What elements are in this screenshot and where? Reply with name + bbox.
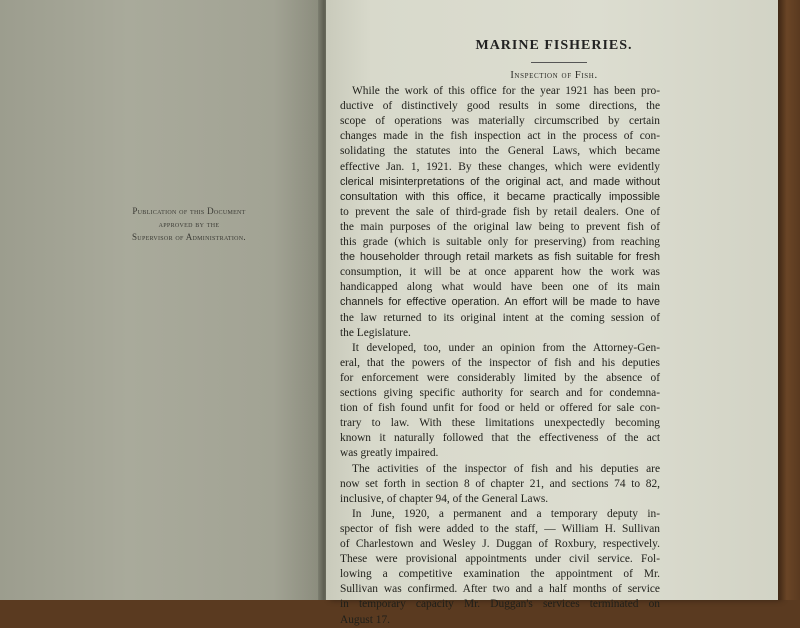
body-text-line: solidating the statutes into the General Laws, which became <box>340 145 660 158</box>
body-text-line: spector of fish were added to the staff, — William H. Sullivan <box>340 522 660 535</box>
body-text-line: Sullivan was confirmed. After two and a half months of service <box>340 583 660 596</box>
body-text-line: this grade (which is suitable only for preserving) from reaching <box>340 236 660 248</box>
body-text-line: was greatly impaired. <box>340 447 439 460</box>
page-title: MARINE FISHERIES. <box>475 38 633 53</box>
body-text-line: The activities of the inspector of fish and his deputies are <box>352 462 660 475</box>
body-text-line: changes made in the fish inspection act in the process of con- <box>340 130 660 143</box>
body-text-line: handicapped along what would have been one of its main <box>340 281 660 294</box>
body-text-line: In June, 1920, a permanent and a temporary deputy in- <box>352 507 660 520</box>
table-edge <box>778 0 800 600</box>
body-text-line: trary to law. With these limitations unexpectedly becoming <box>340 417 660 430</box>
body-text-line: eral, that the powers of the inspector of fish and his deputies <box>340 356 660 369</box>
title-rule <box>531 62 587 63</box>
body-text-line: the Legislature. <box>340 326 411 339</box>
notice-line: Supervisor of Administration. <box>132 232 246 242</box>
body-text-line: in temporary capacity Mr. Duggan's services terminated on <box>340 598 660 611</box>
body-text-line: clerical misinterpretations of the original act, and made without <box>340 175 660 188</box>
body-text-line: inclusive, of chapter 94, of the General Laws. <box>340 492 549 505</box>
body-text-line: tion of fish found unfit for food or held or offered for sale con- <box>340 402 660 415</box>
body-text-line: scope of operations was materially circumscribed by certain <box>340 115 660 128</box>
body-text-line: for enforcement were considerably limited by the absence of <box>340 371 660 384</box>
notice-line: approved by the <box>158 219 220 229</box>
body-text-line: ductive of distinctively good results in some directions, the <box>340 100 660 113</box>
body-text-line: It developed, too, under an opinion from the Attorney-Gen- <box>352 341 660 354</box>
body-text-line: consultation with this office, it became practically impossible <box>340 190 660 203</box>
section-heading: Inspection of Fish. <box>510 70 598 81</box>
left-page <box>0 0 322 600</box>
body-text-line: now set forth in section 8 of chapter 21, and sections 74 to 82, <box>340 477 660 490</box>
body-text-line: lowing a competitive examination the appointment of Mr. <box>340 568 660 581</box>
body-text-line: the law returned to its original intent at the coming session of <box>340 311 660 324</box>
body-text-line: known it naturally followed that the effectiveness of the act <box>340 432 660 445</box>
body-text-line: to prevent the sale of third-grade fish by retail dealers. One of <box>340 205 660 218</box>
body-text-line: consumption, it will be at once apparent how the work was <box>340 266 660 279</box>
publication-notice <box>104 205 274 244</box>
notice-line: Publication of this Document <box>132 206 246 216</box>
body-text-line: the main purposes of the original law being to prevent fish of <box>340 220 660 233</box>
body-text-line: the householder through retail markets as fish suitable for fresh <box>340 251 660 264</box>
body-text-line: sections giving specific authority for search and for condemna- <box>340 387 660 399</box>
body-text-line: channels for effective operation. An effort will be made to have <box>340 296 660 309</box>
body-text-line: of Charlestown and Wesley J. Duggan of Roxbury, respectively. <box>340 538 660 550</box>
body-text-line: These were provisional appointments under civil service. Fol- <box>340 553 660 566</box>
body-text-line: August 17. <box>340 613 390 626</box>
body-text-line: While the work of this office for the year 1921 has been pro- <box>352 85 660 97</box>
body-text-line: effective Jan. 1, 1921. By these changes, which were evidently <box>340 160 660 173</box>
